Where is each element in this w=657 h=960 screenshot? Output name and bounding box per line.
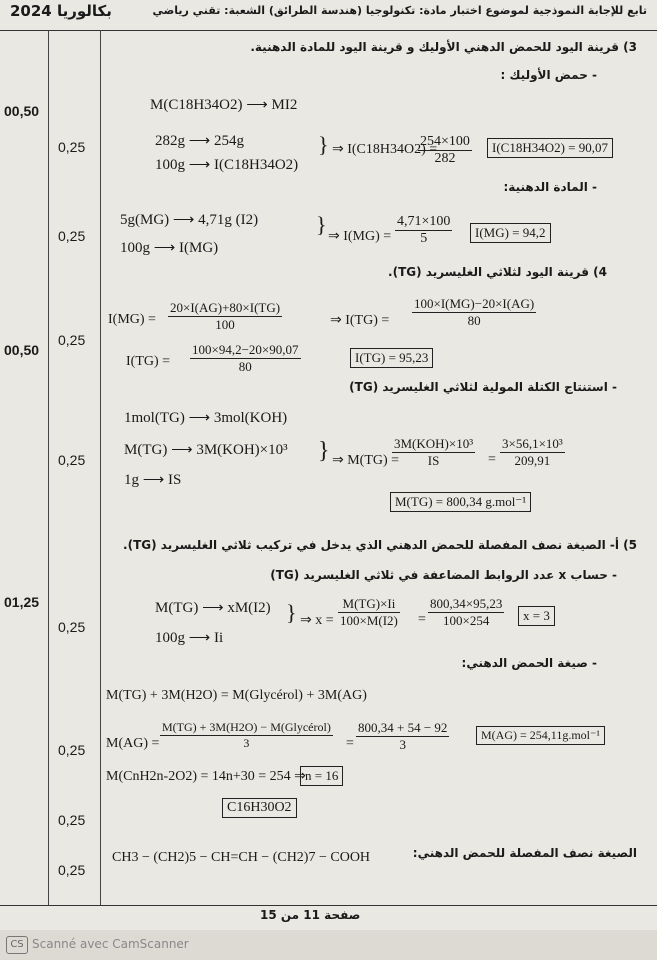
q3-line3: 100g ⟶ I(C18H34O2) (155, 157, 299, 173)
q4-eq1-mid: ⇒ I(TG) = (330, 313, 390, 328)
q4-eq2-fraction (190, 342, 301, 375)
score-6: 0,25 (58, 742, 86, 758)
q3-frac-den: 282 (434, 151, 456, 166)
q5-formula-box: C16H30O2 (222, 798, 297, 818)
q5-a2-result: M(AG) = 254,11g.mol⁻¹ (476, 726, 605, 745)
score-7: 0,25 (58, 812, 86, 828)
q5-x-eq: = (418, 612, 426, 627)
q5-a2-fraction2 (356, 720, 449, 753)
q5-x-fraction2 (428, 596, 504, 629)
q4-k-formula: ⇒ M(TG) = (332, 453, 400, 468)
q3-m-formula: ⇒ I(MG) = (328, 229, 392, 244)
oleic-label: - حمض الأوليك : (500, 68, 597, 82)
score-3: 0,25 (58, 332, 86, 348)
q3-fraction (418, 134, 472, 167)
q3-m-line2: 100g ⟶ I(MG) (120, 240, 219, 256)
q5-x-brace: } (286, 600, 297, 625)
q4-k-line3: 1g ⟶ IS (124, 472, 182, 488)
score-2: 0,25 (58, 228, 86, 244)
q5-a3-box: n = 16 (300, 766, 343, 786)
x-label: - حساب x عدد الروابط المضاعفة في ثلاثي الغليسريد (TG) (270, 568, 617, 582)
semi-label: الصيغة نصف المفصلة للحمض الدهني: (412, 846, 637, 860)
q3-line1: M(C18H34O2) ⟶ MI2 (150, 97, 298, 113)
q4-k-fraction (392, 436, 475, 469)
q4-k-num2: 3×56,1×10³ (502, 436, 563, 451)
q5-a2-num2: 800,34 + 54 − 92 (358, 720, 448, 735)
q5-a2-den2: 3 (399, 737, 406, 752)
q5-x-fraction (338, 596, 400, 629)
q5-a2-den: 3 (243, 736, 250, 750)
q5-title: 5) أ- الصيغة نصف المفصلة للحمض الدهني الذي يدخل في تركيب ثلاثي الغليسريد (TG). (123, 538, 637, 552)
q5-x-den: 100×M(I2) (340, 613, 398, 628)
q4-k-brace: } (318, 438, 330, 464)
q5-a-line1: M(TG) + 3M(H2O) = M(Glycérol) + 3M(AG) (106, 688, 367, 703)
q4-eq1-num: 20×I(AG)+80×I(TG) (170, 300, 281, 315)
q4-eq2-num: 100×94,2−20×90,07 (192, 342, 299, 357)
q3-m-line1: 5g(MG) ⟶ 4,71g (I2) (120, 212, 259, 228)
q3-formula: ⇒ I(C18H34O2) = (332, 142, 438, 157)
fat-label: - المادة الدهنية: (503, 180, 597, 194)
q5-a2-lhs: M(AG) = (106, 736, 160, 751)
q4-eq2-result: I(TG) = 95,23 (350, 348, 433, 368)
q4-k-line1: 1mol(TG) ⟶ 3mol(KOH) (124, 410, 288, 426)
q5-a2-eq: = (346, 736, 354, 751)
acid-label: - صيغة الحمض الدهني: (461, 656, 597, 670)
q5-a2-fraction (160, 720, 333, 751)
column-divider-2 (100, 30, 101, 905)
q5-a2-num: M(TG) + 3M(H2O) − M(Glycérol) (162, 720, 331, 734)
q3-m-brace: } (316, 212, 327, 237)
page-number: صفحة 11 من 15 (260, 908, 361, 922)
scanner-bar (0, 930, 657, 960)
q3-line2: 282g ⟶ 254g (155, 133, 245, 149)
header-left: بكالوريا 2024 (10, 2, 112, 20)
q4-k-result: M(TG) = 800,34 g.mol⁻¹ (390, 492, 531, 512)
score-5: 0,25 (58, 619, 86, 635)
column-divider-1 (48, 30, 49, 905)
q3-m-fraction (395, 214, 452, 247)
q5-x-line2: 100g ⟶ Ii (155, 630, 224, 646)
q4-k-den2: 209,91 (514, 453, 551, 468)
points-q3: 00,50 (4, 103, 40, 119)
q5-x-num2: 800,34×95,23 (430, 596, 503, 611)
q3-m-result: I(MG) = 94,2 (470, 223, 551, 243)
q4-eq1-num2: 100×I(MG)−20×I(AG) (414, 296, 535, 311)
q5-x-formula: ⇒ x = (300, 613, 334, 628)
q3-title: 3) قرينة اليود للحمض الدهني الأوليك و قرينة اليود للمادة الدهنية. (250, 40, 637, 54)
q4-eq1-den2: 80 (467, 313, 481, 328)
q4-eq1-fraction (168, 300, 282, 333)
q4-eq1-den: 100 (215, 317, 235, 332)
header-right: تابع للإجابة النموذجية لموضوع اختبار مادة: تكنولوجيا (هندسة الطرائق) الشعبة: تقني رياضي (152, 4, 647, 17)
q4-k-eq: = (488, 452, 496, 467)
score-4: 0,25 (58, 452, 86, 468)
q5-a3: M(CnH2n-2O2) = 14n+30 = 254 ⇒ (106, 769, 306, 784)
q3-result: I(C18H34O2) = 90,07 (487, 138, 613, 158)
molar-mass-label: - استنتاج الكتلة المولية لثلاثي الغليسريد (TG) (349, 380, 617, 394)
q4-k-line2: M(TG) ⟶ 3M(KOH)×10³ (124, 442, 288, 458)
q4-eq1-fraction2 (412, 296, 536, 329)
q4-eq2-lhs: I(TG) = (126, 354, 171, 369)
q5-x-num: M(TG)×Ii (338, 596, 400, 613)
q3-m-frac-den: 5 (420, 231, 428, 246)
header-divider (0, 30, 657, 31)
q4-k-fraction2 (500, 436, 565, 469)
score-8: 0,25 (58, 862, 86, 878)
points-q5: 01,25 (4, 594, 40, 610)
score-1: 0,25 (58, 139, 86, 155)
q4-eq1-lhs: I(MG) = (108, 312, 156, 327)
q3-brace: } (318, 132, 329, 157)
q5-x-result: x = 3 (518, 606, 555, 626)
q5-x-den2: 100×254 (443, 613, 490, 628)
camscanner-logo-icon: CS (6, 936, 28, 954)
scanner-watermark: Scanné avec CamScanner (32, 937, 189, 951)
semi-formula: CH3 − (CH2)5 − CH=CH − (CH2)7 − COOH (112, 850, 371, 865)
q4-k-den: IS (427, 453, 440, 468)
q4-title: 4) قرينة اليود لثلاثي الغليسريد (TG). (388, 265, 607, 279)
footer-divider (0, 905, 657, 906)
q5-x-line1: M(TG) ⟶ xM(I2) (155, 600, 271, 616)
q3-m-frac-num: 4,71×100 (397, 214, 451, 229)
q3-frac-num: 254×100 (420, 134, 470, 149)
points-q4: 00,50 (4, 342, 40, 358)
q4-eq2-den: 80 (238, 359, 252, 374)
q4-k-num: 3M(KOH)×10³ (394, 436, 474, 451)
